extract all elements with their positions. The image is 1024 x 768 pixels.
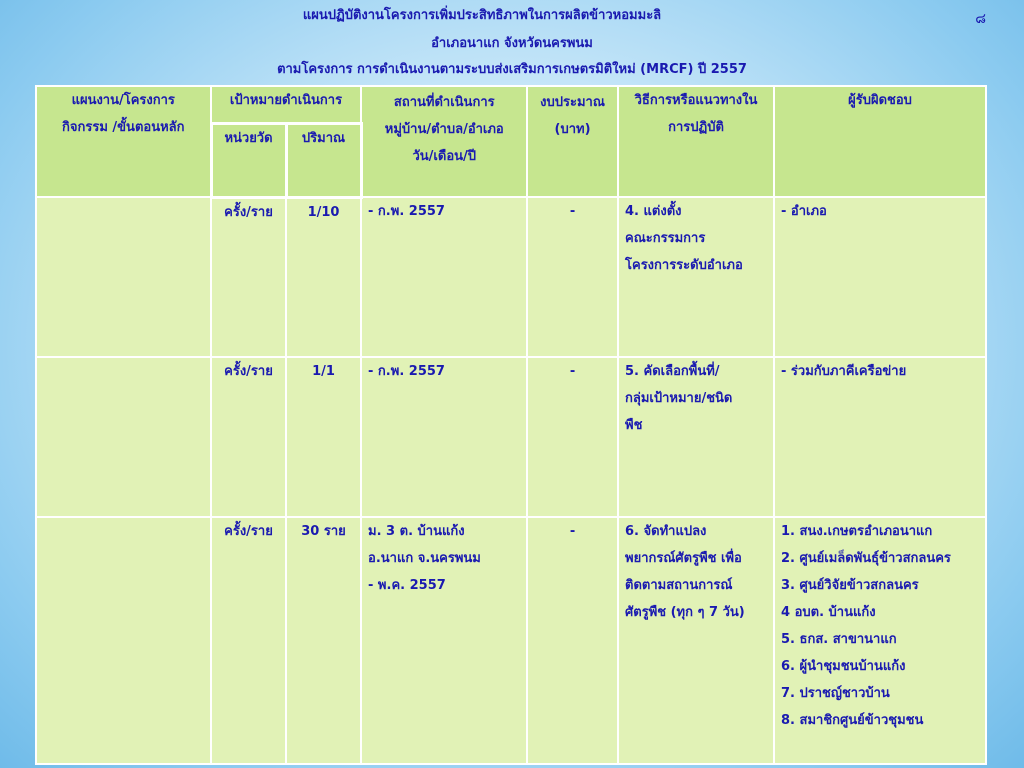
method-line: พืช — [625, 418, 643, 433]
table-row — [36, 517, 986, 764]
cell-budget: - — [527, 517, 618, 764]
method-line: 6. จัดทำแปลง — [625, 524, 707, 539]
responsible-line: 3. ศูนย์วิจัยข้าวสกลนคร — [781, 578, 919, 593]
header-method — [618, 86, 774, 197]
method-line: กลุ่มเป้าหมาย/ชนิด — [625, 391, 733, 406]
method-line: พยากรณ์ศัตรูพืช เพื่อ — [625, 551, 742, 566]
cell-quantity: 1/10 — [286, 197, 361, 357]
cell-location — [361, 357, 527, 517]
cell-responsible — [774, 517, 986, 764]
location-line: - ก.พ. 2557 — [368, 364, 445, 379]
header-location-line: หมู่บ้าน/ตำบล/อำเภอ — [384, 122, 504, 137]
header-row-1 — [36, 86, 986, 123]
location-line: - พ.ค. 2557 — [368, 578, 446, 593]
header-budget-line: งบประมาณ — [540, 95, 605, 110]
header-target: เป้าหมายดำเนินการ — [211, 86, 361, 123]
cell-unit: ครั้ง/ราย — [211, 517, 286, 764]
table-row — [36, 357, 986, 517]
cell-plan — [36, 357, 211, 517]
responsible-line: - อำเภอ — [781, 204, 827, 219]
header-location — [361, 86, 527, 197]
header-plan — [36, 86, 211, 197]
title-line-2: อำเภอนาแก จังหวัดนครพนม — [431, 36, 593, 51]
method-line: โครงการระดับอำเภอ — [625, 258, 743, 273]
responsible-line: 6. ผู้นำชุมชนบ้านแก้ง — [781, 659, 906, 674]
header-plan-line: แผนงาน/โครงการ — [71, 93, 175, 108]
cell-responsible — [774, 197, 986, 357]
method-line: 4. แต่งตั้ง — [625, 204, 682, 219]
cell-quantity: 1/1 — [286, 357, 361, 517]
title-line-1: แผนปฏิบัติงานโครงการเพิ่มประสิทธิภาพในการผลิตข้าวหอมมะลิ — [302, 8, 662, 23]
header-method-line: วิธีการหรือแนวทางใน — [634, 93, 758, 108]
cell-responsible — [774, 357, 986, 517]
header-location-line: สถานที่ดำเนินการ — [393, 95, 495, 110]
cell-plan — [36, 197, 211, 357]
location-line: - ก.พ. 2557 — [368, 204, 445, 219]
cell-method — [618, 517, 774, 764]
header-location-line: วัน/เดือน/ปี — [412, 149, 477, 164]
location-line: ม. 3 ต. บ้านแก้ง — [368, 524, 465, 539]
responsible-line: 1. สนง.เกษตรอำเภอนาแก — [781, 524, 933, 539]
cell-budget: - — [527, 197, 618, 357]
cell-location — [361, 197, 527, 357]
cell-quantity: 30 ราย — [286, 517, 361, 764]
method-line: ติดตามสถานการณ์ — [625, 578, 733, 593]
location-line: อ.นาแก จ.นครพนม — [368, 551, 481, 566]
title-line-3: ตามโครงการ การดำเนินงานตามระบบส่งเสริมการเกษตรมิติใหม่ (MRCF) ปี 2557 — [277, 62, 747, 77]
cell-method — [618, 197, 774, 357]
header-quantity: ปริมาณ — [286, 123, 361, 197]
method-line: คณะกรรมการ — [625, 231, 706, 246]
page-number: ๘ — [975, 11, 986, 27]
cell-unit: ครั้ง/ราย — [211, 357, 286, 517]
responsible-line: 2. ศูนย์เมล็ดพันธุ์ข้าวสกลนคร — [781, 551, 951, 566]
header-budget-line: (บาท) — [554, 122, 591, 137]
table-row — [36, 197, 986, 357]
method-line: 5. คัดเลือกพื้นที่/ — [625, 364, 720, 379]
header-plan-line: กิจกรรม /ขั้นตอนหลัก — [62, 120, 185, 135]
responsible-line: 4 อบต. บ้านแก้ง — [781, 605, 876, 620]
responsible-line: 5. ธกส. สาขานาแก — [781, 632, 897, 647]
responsible-line: 7. ปราชญ์ชาวบ้าน — [781, 686, 890, 701]
cell-plan — [36, 517, 211, 764]
header-unit: หน่วยวัด — [211, 123, 286, 197]
method-line: ศัตรูพืช (ทุก ๆ 7 วัน) — [625, 605, 745, 620]
header-method-line: การปฏิบัติ — [668, 120, 724, 135]
header-budget — [527, 86, 618, 197]
plan-table — [35, 85, 987, 765]
header-responsible: ผู้รับผิดชอบ — [774, 86, 986, 197]
responsible-line: - ร่วมกับภาคีเครือข่าย — [781, 364, 907, 379]
cell-unit: ครั้ง/ราย — [211, 197, 286, 357]
cell-location — [361, 517, 527, 764]
cell-method — [618, 357, 774, 517]
cell-budget: - — [527, 357, 618, 517]
responsible-line: 8. สมาชิกศูนย์ข้าวชุมชน — [781, 713, 924, 728]
